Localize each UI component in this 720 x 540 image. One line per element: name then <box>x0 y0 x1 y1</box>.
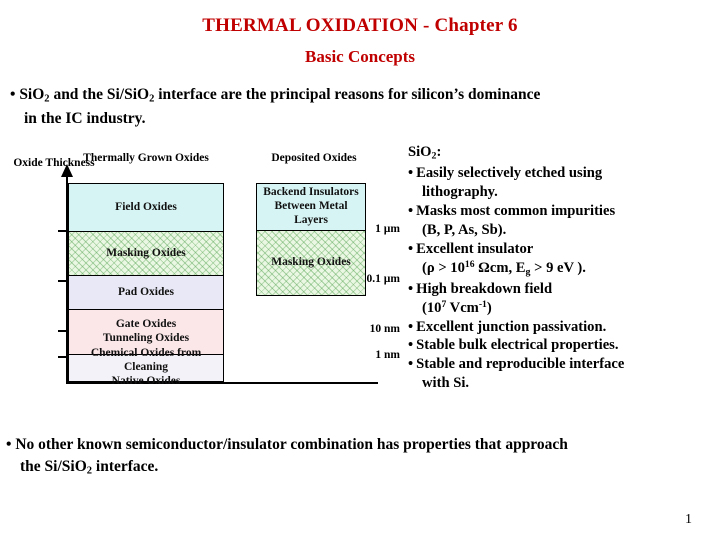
band-label-secondary: Tunneling Oxides <box>102 332 190 344</box>
band-label: Masking Oxides <box>106 246 186 259</box>
property-text: Easily selectively etched using <box>416 165 603 182</box>
property-item-bulk <box>408 336 708 355</box>
formula-open: (10 <box>422 299 442 316</box>
formula-exponent: 7 <box>441 298 447 310</box>
band-masking-oxides-deposited <box>256 230 366 296</box>
conclusion-text-3: interface. <box>92 458 159 475</box>
bullet-marker: • <box>408 241 414 258</box>
conclusion-text-1: No other known semiconductor/insulator combination has properties that approach <box>15 436 568 453</box>
property-continuation: (B, P, As, Sb). <box>422 222 507 239</box>
heading-sub: 2 <box>431 150 437 162</box>
column-heading-deposited: Deposited Oxides <box>271 152 357 164</box>
property-item-masks <box>408 202 708 240</box>
property-text: Excellent insulator <box>416 241 534 258</box>
property-item-breakdown <box>408 280 708 318</box>
conclusion-bullet <box>6 434 706 480</box>
axis-tick-label: 10 nm <box>369 323 400 335</box>
property-text: Masks most common impurities <box>416 203 616 220</box>
bullet-marker: • <box>408 356 414 373</box>
sio2-properties-list <box>408 143 708 393</box>
formula-exponent: 16 <box>464 259 475 271</box>
title-block <box>0 14 720 67</box>
sio2-properties-heading <box>408 143 708 163</box>
bullet-marker: • <box>408 318 414 335</box>
deposited-oxides-stack <box>256 183 366 296</box>
band-label-secondary: Native Oxides <box>111 374 181 387</box>
bullet-marker: • <box>408 337 414 354</box>
intro-bullet <box>10 84 700 130</box>
bullet-marker: • <box>408 203 414 220</box>
formula-mid: Vcm <box>446 299 479 316</box>
y-axis-label: Oxide Thickness <box>13 157 95 169</box>
intro-text-3: interface are the principal reasons for silicon’s dominance <box>154 86 541 103</box>
band-label: Masking Oxides <box>271 256 351 269</box>
bullet-marker: • <box>10 86 16 103</box>
property-item-passivation <box>408 318 708 337</box>
band-field-oxides <box>68 183 224 232</box>
page-number: 1 <box>685 512 692 527</box>
property-text: High breakdown field <box>416 280 553 297</box>
axis-tick-label: 1 nm <box>375 349 400 361</box>
band-label: Field Oxides <box>115 200 177 213</box>
property-text: Stable bulk electrical properties. <box>416 337 619 354</box>
formula-exponent-2: -1 <box>478 298 487 310</box>
formula-close: > 9 eV ). <box>530 260 586 277</box>
band-pad-oxides <box>68 275 224 310</box>
formula-subscript: g <box>525 266 531 278</box>
heading-colon: : <box>436 144 442 160</box>
bullet-marker: • <box>408 165 414 182</box>
property-text: Stable and reproducible interface <box>416 356 625 373</box>
oxide-thickness-diagram <box>0 150 400 390</box>
band-label: Gate Oxides <box>115 318 177 331</box>
property-formula-field <box>408 299 708 318</box>
heading-text: SiO <box>408 144 432 160</box>
page-title: THERMAL OXIDATION - Chapter 6 <box>202 15 518 36</box>
band-label: Pad Oxides <box>118 285 174 298</box>
intro-text-line2: in the IC industry. <box>24 109 146 127</box>
property-formula-resistivity <box>408 259 708 279</box>
band-chemical-oxides <box>68 347 224 387</box>
formula-close: ) <box>486 299 492 316</box>
band-backend-insulators <box>256 183 366 231</box>
band-label: Chemical Oxides from Cleaning <box>90 347 202 374</box>
page-subtitle: Basic Concepts <box>304 46 416 66</box>
property-item-etched <box>408 164 708 202</box>
band-masking-oxides <box>68 231 224 276</box>
bullet-marker: • <box>6 436 12 453</box>
bullet-marker: • <box>408 280 414 297</box>
conclusion-text-2: the Si/SiO <box>20 458 87 475</box>
formula-mid: Ωcm, E <box>474 260 526 277</box>
conclusion-line2 <box>6 456 706 480</box>
axis-tick-label: 1 µm <box>375 223 400 235</box>
property-continuation: with Si. <box>422 375 470 392</box>
property-item-insulator <box>408 240 708 279</box>
intro-sub-2: 2 <box>149 93 155 105</box>
formula-open: (ρ > 10 <box>422 260 465 277</box>
intro-text-2: and the Si/SiO <box>49 86 150 103</box>
band-label-secondary: Between Metal Layers <box>274 200 348 226</box>
column-heading-thermal: Thermally Grown Oxides <box>83 152 209 164</box>
band-label: Backend Insulators <box>263 186 359 199</box>
property-item-interface <box>408 355 708 393</box>
intro-text-1: SiO <box>19 86 45 103</box>
conclusion-sub: 2 <box>86 465 93 477</box>
property-text: Excellent junction passivation. <box>416 318 607 335</box>
property-continuation: lithography. <box>422 184 498 201</box>
intro-sub-1: 2 <box>44 93 50 105</box>
axis-tick-label: 0.1 µm <box>366 273 400 285</box>
thermally-grown-stack <box>68 183 224 387</box>
